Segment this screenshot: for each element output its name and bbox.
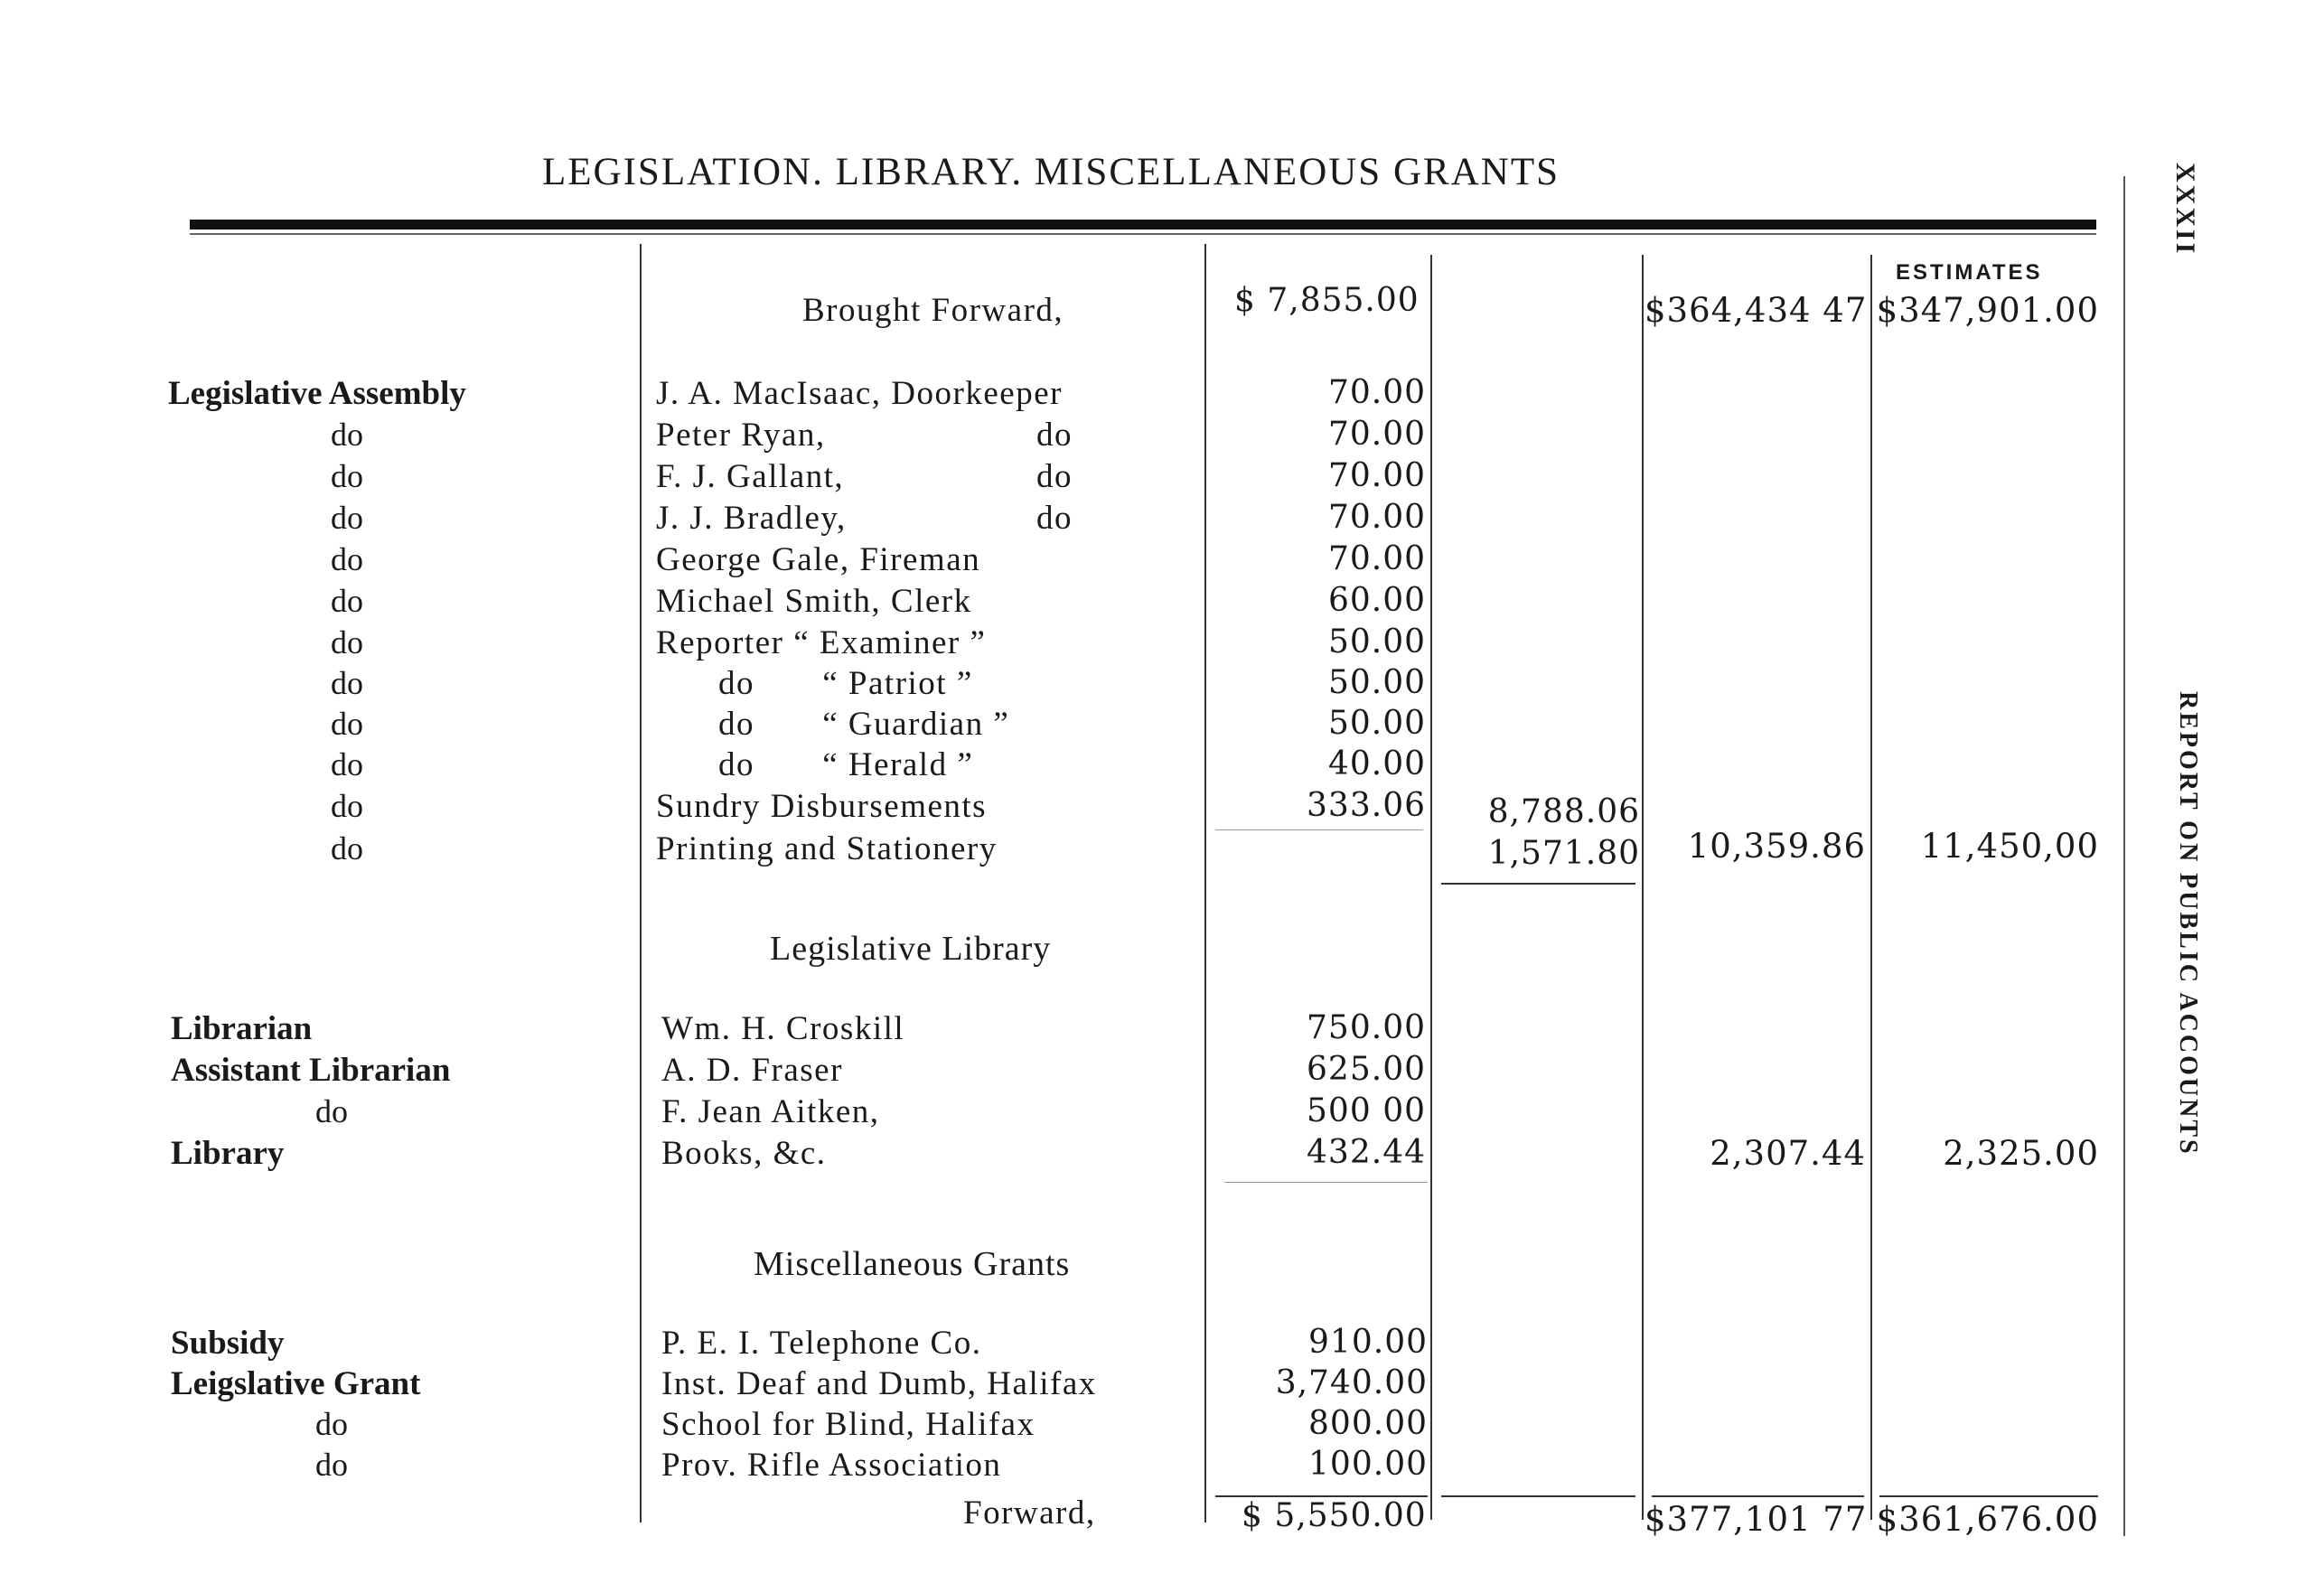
table-row-amount: 800.00 [1308,1405,1428,1442]
table-row-desc: Wm. H. Croskill [661,1010,905,1047]
assembly-subtotal-1: 8,788.06 [1487,793,1640,830]
running-title: REPORT ON PUBLIC ACCOUNTS [2174,691,2202,1157]
forward-col3: $377,101 77 [1645,1500,1868,1539]
table-row-desc: Michael Smith, Clerk [656,583,972,620]
library-estimate: 2,325.00 [1943,1134,2099,1173]
table-row-desc-ditto: do [1036,458,1073,495]
table-row-label: Subsidy [171,1325,285,1362]
table-row-desc: Peter Ryan, [656,417,826,454]
subtotal-underline [1441,883,1635,885]
section-label-assembly: Legislative Assembly [168,375,466,412]
table-row-label: do [315,1406,348,1442]
table-row-amount: 910.00 [1308,1324,1428,1361]
table-row-amount: 3,740.00 [1275,1364,1428,1401]
table-row-ditto: do [331,788,363,824]
table-row-desc: Prov. Rifle Association [661,1447,1002,1484]
table-row-label: do [315,1093,348,1129]
table-row-amount: 70.00 [1327,416,1426,453]
table-row-amount: 50.00 [1327,705,1426,742]
brought-forward-col3: $364,434 47 [1645,291,1868,330]
assembly-subtotal-2: 1,571.80 [1487,835,1640,872]
table-row-desc-ditto: do [1036,500,1073,537]
brought-forward-col1: $ 7,855.00 [1234,282,1420,319]
table-row-desc: Inst. Deaf and Dumb, Halifax [661,1365,1097,1402]
table-row-amount: 100.00 [1308,1446,1428,1483]
table-row-ditto: do [331,541,363,577]
table-row-label: Library [171,1135,285,1172]
section-heading-library: Legislative Library [770,930,1052,968]
forward-label: Forward, [963,1494,1096,1532]
assembly-estimate: 11,450,00 [1920,827,2099,866]
table-row-desc: do “ Guardian ” [718,706,1010,743]
table-row-label: Assistant Librarian [171,1052,451,1089]
side-rule [2123,176,2125,1536]
table-row-amount: 70.00 [1327,540,1426,577]
table-row-amount: 70.00 [1327,499,1426,536]
table-row-desc: J. A. MacIsaac, Doorkeeper [656,375,1063,412]
table-row-amount: 432.44 [1307,1134,1426,1171]
brought-forward-col4: $347,901.00 [1876,291,2099,330]
page-number: XXXII [2170,163,2200,257]
table-row-ditto: do [331,624,363,661]
forward-rule [1879,1495,2098,1497]
table-row-desc: F. J. Gallant, [656,458,845,495]
column-rule [1870,255,1872,1520]
table-row-amount: 333.06 [1307,787,1426,824]
table-row-amount: 750.00 [1307,1009,1426,1046]
table-row-amount: 70.00 [1327,457,1426,494]
table-row-ditto: do [331,583,363,619]
table-row-desc: Printing and Stationery [656,830,998,867]
table-row-amount: 50.00 [1327,664,1426,701]
table-row-ditto: do [331,746,363,782]
table-row-ditto: do [331,458,363,494]
table-row-label: Librarian [171,1010,313,1047]
table-row-amount: 70.00 [1327,374,1426,411]
table-row-amount: 40.00 [1327,745,1426,782]
column-rule [1642,255,1644,1520]
table-row-amount: 60.00 [1327,582,1426,619]
forward-col1: $ 5,550.00 [1242,1497,1427,1534]
table-row-desc: F. Jean Aitken, [661,1093,880,1130]
estimates-heading: ESTIMATES [1896,260,2043,285]
brought-forward-label: Brought Forward, [802,292,1064,329]
table-row-desc: Sundry Disbursements [656,788,988,825]
table-row-label: Leigslative Grant [171,1365,421,1402]
table-row-desc: George Gale, Fireman [656,541,981,578]
table-row-desc: Reporter “ Examiner ” [656,624,987,661]
assembly-total: 10,359.86 [1687,827,1866,866]
title-rule-thin [190,233,2096,235]
column-rule [1204,244,1206,1522]
table-row-ditto: do [331,830,363,867]
table-row-ditto: do [331,706,363,742]
table-row-desc: do “ Patriot ” [718,665,973,702]
table-row-desc: Books, &c. [661,1135,827,1172]
table-row-ditto: do [331,500,363,536]
forward-rule [1652,1495,1864,1497]
page-title: LEGISLATION. LIBRARY. MISCELLANEOUS GRANTS [542,151,1560,193]
table-row-ditto: do [331,417,363,453]
table-row-desc: P. E. I. Telephone Co. [661,1325,982,1362]
column-rule [640,244,642,1522]
table-row-amount: 500 00 [1307,1092,1426,1129]
table-row-ditto: do [331,665,363,701]
table-row-amount: 50.00 [1327,623,1426,661]
forward-rule [1441,1495,1635,1497]
table-row-label: do [315,1447,348,1483]
table-row-desc: do “ Herald ” [718,746,974,783]
title-rule [190,220,2096,230]
table-row-desc: School for Blind, Halifax [661,1406,1035,1443]
library-total: 2,307.44 [1710,1134,1866,1173]
table-row-desc-ditto: do [1036,417,1073,454]
forward-col4: $361,676.00 [1876,1500,2099,1539]
table-row-amount: 625.00 [1307,1051,1426,1088]
table-row-desc: J. J. Bradley, [656,500,847,537]
table-row-desc: A. D. Fraser [661,1052,843,1089]
column-rule [1430,255,1432,1520]
section-heading-grants: Miscellaneous Grants [754,1245,1071,1283]
amount-underline [1224,1182,1428,1183]
amount-underline [1215,829,1423,830]
